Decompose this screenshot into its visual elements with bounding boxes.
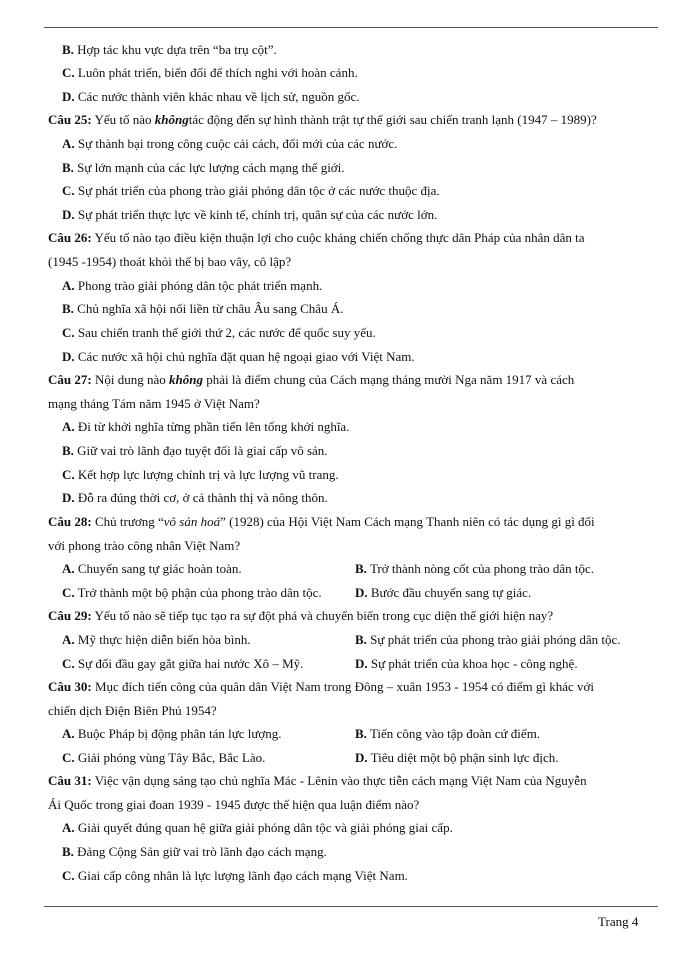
q30-option-d: D. Tiêu diệt một bộ phận sinh lực địch. xyxy=(355,750,559,765)
q26-option-d: D. Các nước xã hội chủ nghĩa đặt quan hệ ngoại giao với Việt Nam. xyxy=(62,349,415,364)
q28-option-b: B. Trở thành nòng cốt của phong trào dân tộc. xyxy=(355,561,595,576)
q26-option-b: B. Chủ nghĩa xã hội nối liền từ châu Âu sang Châu Á. xyxy=(62,301,344,316)
question-28: Câu 28: Chủ trương “vô sản hoá” (1928) của Hội Việt Nam Cách mạng Thanh niên có tác dụng gì gì đối xyxy=(48,514,595,529)
question-25: Câu 25: Yếu tố nào khôngtác động đến sự hình thành trật tự thế giới sau chiến tranh lạnh (1947 – 1989)? xyxy=(48,112,597,127)
question-27-line2: mạng tháng Tám năm 1945 ở Việt Nam? xyxy=(48,396,260,411)
q29-option-c: C. Sự đối đầu gay gắt giữa hai nước Xô – Mỹ. xyxy=(62,656,304,671)
q25-option-a: A. Sự thành bại trong công cuộc cải cách, đổi mới của các nước. xyxy=(62,136,398,151)
question-28-line2: với phong trào công nhân Việt Nam? xyxy=(48,538,241,553)
q29-option-b: B. Sự phát triển của phong trào giải phóng dân tộc. xyxy=(355,632,621,647)
prev-option-d: D. Các nước thành viên khác nhau về lịch sử, nguồn gốc. xyxy=(62,89,360,104)
q31-option-b: B. Đảng Cộng Sản giữ vai trò lãnh đạo cách mạng. xyxy=(62,844,327,859)
q31-option-c: C. Giai cấp công nhân là lực lượng lãnh đạo cách mạng Việt Nam. xyxy=(62,868,408,883)
q28-option-c: C. Trở thành một bộ phận của phong trào dân tộc. xyxy=(62,585,322,600)
q26-option-a: A. Phong trào giải phóng dân tộc phát triển mạnh. xyxy=(62,278,323,293)
q30-option-b: B. Tiến công vào tập đoàn cứ điểm. xyxy=(355,726,541,741)
question-31-line2: Ái Quốc trong giai đoan 1939 - 1945 được thể hiện qua luận điểm nào? xyxy=(48,797,420,812)
q25-option-d: D. Sự phát triển thực lực về kinh tế, chính trị, quân sự của các nước lớn. xyxy=(62,207,438,222)
q27-option-d: D. Đỗ ra đúng thời cơ, ở cả thành thị và nông thôn. xyxy=(62,490,328,505)
question-30: Câu 30: Mục đích tiến công của quân dân Việt Nam trong Đông – xuân 1953 - 1954 có điểm gì khác với xyxy=(48,679,594,694)
q31-option-a: A. Giải quyết đúng quan hệ giữa giải phóng dân tộc và giải phóng giai cấp. xyxy=(62,820,453,835)
q30-option-c: C. Giải phóng vùng Tây Bắc, Bắc Lào. xyxy=(62,750,266,765)
q29-option-a: A. Mỹ thực hiện diễn biến hòa bình. xyxy=(62,632,251,647)
bottom-rule xyxy=(44,906,658,907)
prev-option-c: C. Luôn phát triển, biến đổi để thích nghi với hoàn cảnh. xyxy=(62,65,358,80)
q25-option-b: B. Sự lớn mạnh của các lực lượng cách mạng thế giới. xyxy=(62,160,345,175)
question-30-line2: chiến dịch Điện Biên Phủ 1954? xyxy=(48,703,217,718)
question-26: Câu 26: Yếu tố nào tạo điều kiện thuận lợi cho cuộc kháng chiến chống thực dân Pháp của nhân dân ta xyxy=(48,230,585,245)
q27-option-c: C. Kết hợp lực lượng chính trị và lực lượng vũ trang. xyxy=(62,467,339,482)
q30-option-a: A. Buộc Pháp bị động phân tán lực lượng. xyxy=(62,726,282,741)
top-rule xyxy=(44,27,658,28)
q28-option-a: A. Chuyển sang tự giác hoàn toàn. xyxy=(62,561,242,576)
question-27: Câu 27: Nội dung nào không phải là điểm chung của Cách mạng tháng mười Nga năm 1917 và cách xyxy=(48,372,575,387)
q27-option-b: B. Giữ vai trò lãnh đạo tuyệt đối là giai cấp vô sản. xyxy=(62,443,328,458)
q27-option-a: A. Đi từ khởi nghĩa từng phần tiến lên tổng khởi nghĩa. xyxy=(62,419,350,434)
question-26-line2: (1945 -1954) thoát khỏi thế bị bao vây, cô lập? xyxy=(48,254,292,269)
q26-option-c: C. Sau chiến tranh thế giới thứ 2, các nước đế quốc suy yếu. xyxy=(62,325,376,340)
q25-option-c: C. Sự phát triển của phong trào giải phóng dân tộc ở các nước thuộc địa. xyxy=(62,183,440,198)
question-31: Câu 31: Việc vận dụng sáng tạo chủ nghĩa Mác - Lênin vào thực tiễn cách mạng Việt Nam của Nguyễn xyxy=(48,773,587,788)
page-number: Trang 4 xyxy=(598,914,639,929)
q28-option-d: D. Bước đầu chuyển sang tự giác. xyxy=(355,585,532,600)
q29-option-d: D. Sự phát triển của khoa học - công nghệ. xyxy=(355,656,578,671)
prev-option-b: B. Hợp tác khu vực dựa trên “ba trụ cột”. xyxy=(62,42,277,57)
question-29: Câu 29: Yếu tố nào sẽ tiếp tục tạo ra sự đột phá và chuyển biến trong cục diện thế giới hiện nay? xyxy=(48,608,554,623)
